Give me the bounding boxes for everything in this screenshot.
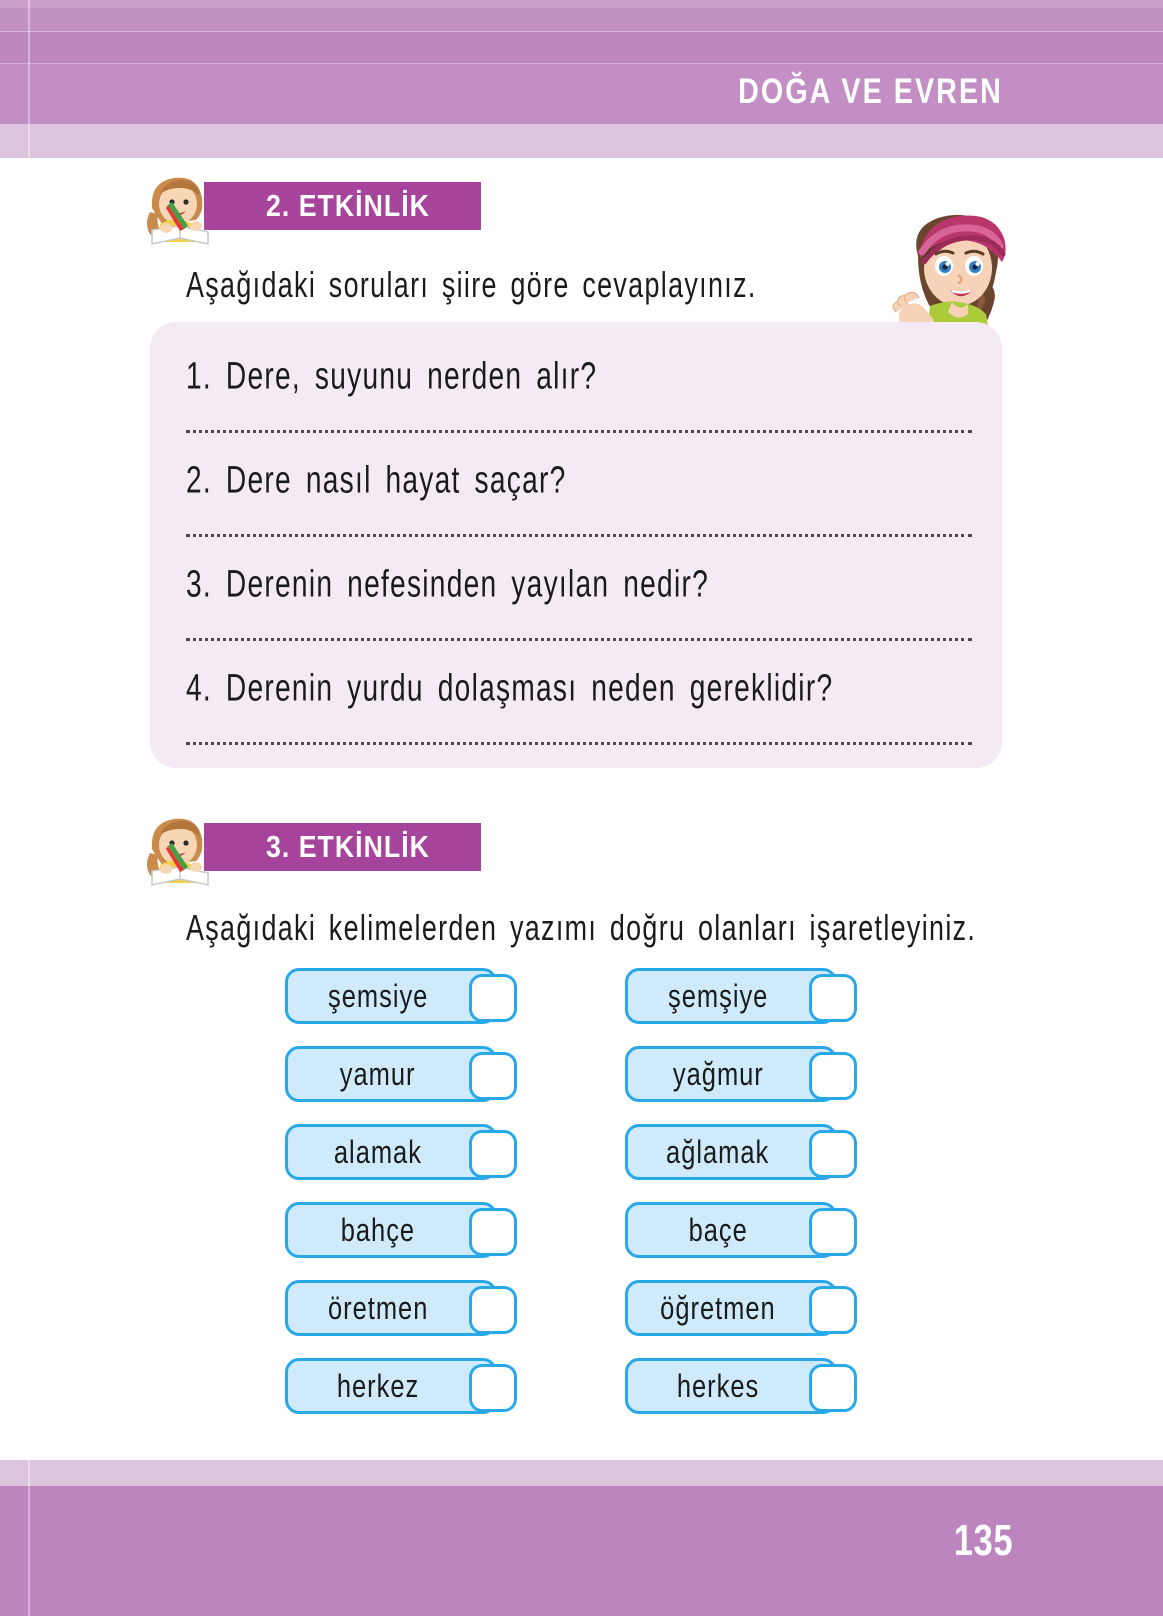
question-3: 3. Derenin nefesinden yayılan nedir? xyxy=(186,564,709,606)
word-option[interactable] xyxy=(625,968,865,1024)
header-hairline-bottom xyxy=(0,63,1163,64)
word-option[interactable] xyxy=(285,1202,525,1258)
word-checkbox[interactable] xyxy=(809,1286,857,1334)
word-pill[interactable] xyxy=(625,968,837,1024)
word-checkbox[interactable] xyxy=(469,1364,517,1412)
word-option[interactable] xyxy=(625,1358,865,1414)
footer-band-light xyxy=(0,1460,1163,1486)
word-label: yamur xyxy=(340,1054,416,1093)
word-label: bahçe xyxy=(340,1210,416,1249)
word-label: herkez xyxy=(336,1366,420,1405)
word-row xyxy=(0,1280,1163,1358)
activity-2-label: 2. ETKİNLİK xyxy=(266,188,430,223)
word-pill[interactable] xyxy=(625,1124,837,1180)
word-pill[interactable] xyxy=(625,1046,837,1102)
word-pill[interactable] xyxy=(285,968,497,1024)
answer-line-2[interactable] xyxy=(186,534,972,537)
word-pill[interactable] xyxy=(285,1202,497,1258)
page-number: 135 xyxy=(953,1516,1013,1565)
word-label: alamak xyxy=(333,1132,423,1171)
header-band-1 xyxy=(0,0,1163,8)
header-band-3 xyxy=(0,32,1163,64)
word-option[interactable] xyxy=(625,1046,865,1102)
word-option[interactable] xyxy=(285,1124,525,1180)
word-pill[interactable] xyxy=(285,1046,497,1102)
word-pill[interactable] xyxy=(285,1124,497,1180)
answer-line-4[interactable] xyxy=(186,742,972,745)
word-option[interactable] xyxy=(285,1046,525,1102)
word-label: öğretmen xyxy=(660,1288,776,1327)
word-option[interactable] xyxy=(625,1280,865,1336)
word-pill[interactable] xyxy=(625,1280,837,1336)
word-row xyxy=(0,1124,1163,1202)
word-option[interactable] xyxy=(285,1280,525,1336)
activity-2-prompt: Aşağıdaki soruları şiire göre cevaplayınız. xyxy=(186,265,757,305)
activity-3-prompt: Aşağıdaki kelimelerden yazımı doğru olanları işaretleyiniz. xyxy=(186,908,977,948)
word-label: ağlamak xyxy=(666,1132,770,1171)
word-label: şemşiye xyxy=(667,976,769,1015)
header-band-2 xyxy=(0,8,1163,32)
word-pill[interactable] xyxy=(285,1358,497,1414)
activity-3-bar xyxy=(204,823,481,871)
answer-line-1[interactable] xyxy=(186,430,972,433)
word-label: öretmen xyxy=(327,1288,429,1327)
word-checkbox[interactable] xyxy=(469,1130,517,1178)
word-checkbox[interactable] xyxy=(809,1052,857,1100)
word-row xyxy=(0,1358,1163,1436)
word-label: şemsiye xyxy=(327,976,429,1015)
question-2: 2. Dere nasıl hayat saçar? xyxy=(186,460,567,502)
word-option[interactable] xyxy=(625,1202,865,1258)
word-pill[interactable] xyxy=(625,1358,837,1414)
questions-panel xyxy=(150,322,1002,768)
footer-vertical-divider xyxy=(28,1460,30,1616)
word-checkbox[interactable] xyxy=(469,974,517,1022)
page-footer xyxy=(0,1460,1163,1616)
word-choice-grid xyxy=(0,968,1163,1436)
activity-2-bar xyxy=(204,182,481,230)
page-header xyxy=(0,0,1163,140)
word-option[interactable] xyxy=(625,1124,865,1180)
question-1: 1. Dere, suyunu nerden alır? xyxy=(186,356,598,398)
activity-3-label: 3. ETKİNLİK xyxy=(266,829,430,864)
header-hairline-top xyxy=(0,31,1163,32)
word-option[interactable] xyxy=(285,968,525,1024)
word-row xyxy=(0,1202,1163,1280)
word-pill[interactable] xyxy=(285,1280,497,1336)
word-row xyxy=(0,1046,1163,1124)
word-checkbox[interactable] xyxy=(469,1208,517,1256)
word-label: baçe xyxy=(688,1210,748,1249)
word-checkbox[interactable] xyxy=(809,1364,857,1412)
word-label: yağmur xyxy=(672,1054,764,1093)
word-pill[interactable] xyxy=(625,1202,837,1258)
word-label: herkes xyxy=(676,1366,760,1405)
answer-line-3[interactable] xyxy=(186,638,972,641)
header-band-5 xyxy=(0,124,1163,158)
word-checkbox[interactable] xyxy=(809,974,857,1022)
word-checkbox[interactable] xyxy=(809,1130,857,1178)
word-checkbox[interactable] xyxy=(469,1052,517,1100)
unit-title: DOĞA VE EVREN xyxy=(738,72,1003,111)
question-4: 4. Derenin yurdu dolaşması neden gereklidir? xyxy=(186,668,834,710)
word-checkbox[interactable] xyxy=(809,1208,857,1256)
word-option[interactable] xyxy=(285,1358,525,1414)
word-checkbox[interactable] xyxy=(469,1286,517,1334)
header-vertical-divider xyxy=(28,0,30,158)
girl-waving-icon xyxy=(866,206,1026,338)
word-row xyxy=(0,968,1163,1046)
